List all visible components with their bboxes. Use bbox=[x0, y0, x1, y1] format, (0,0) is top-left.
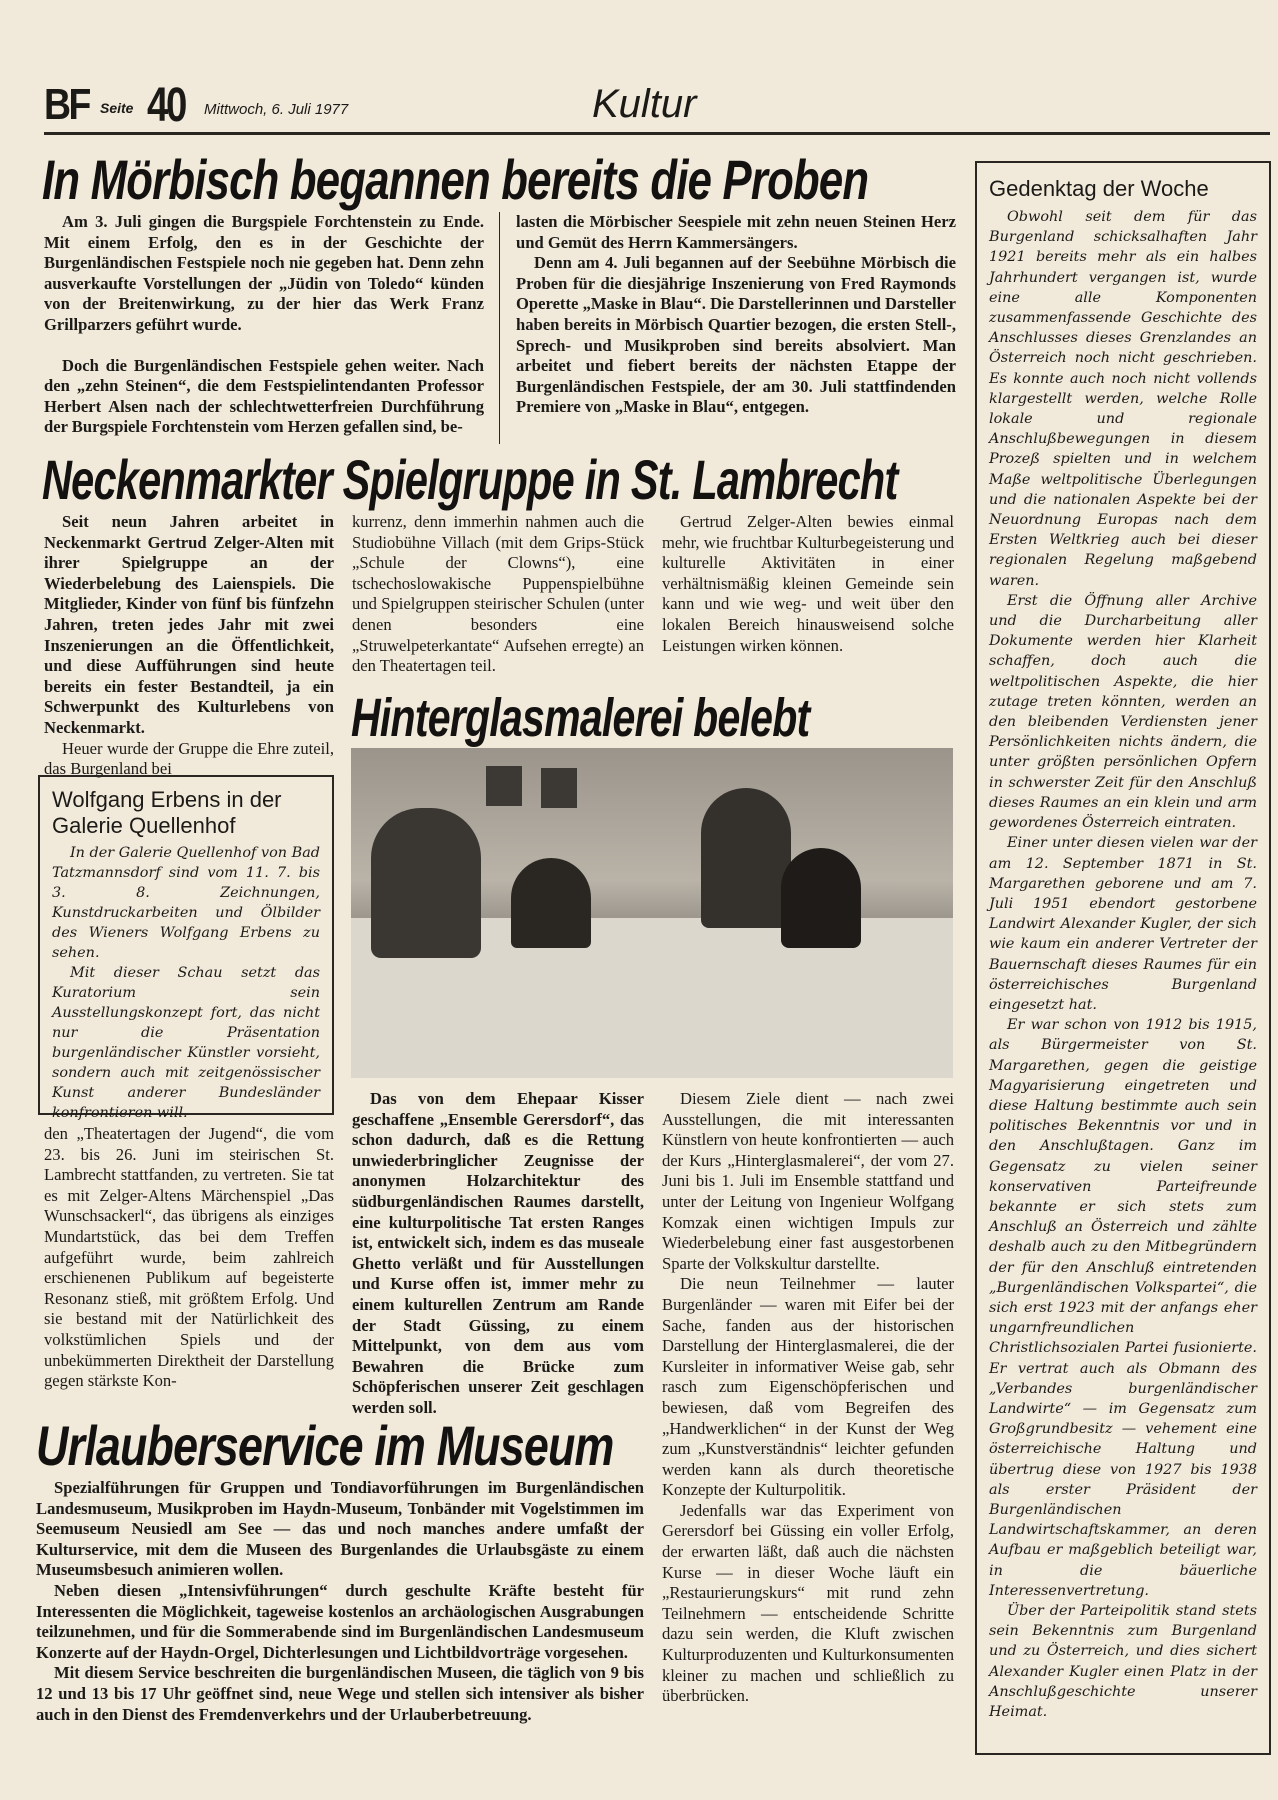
paragraph: Denn am 4. Juli begannen auf der Seebühne Mörbisch die Proben für die diesjährige Inszenierung von Fred Raymonds Operette „Maske in Blau“. Die Darstellerinnen und Darsteller haben bereits in Mörbisch Quartier bezogen, die ersten Stell-, Sprech- und Musikproben sind bereits absolviert. Man arbeitet und fiebert bereits der nächsten Etappe der Burgenländischen Festspiele, der am 30. Juli stattfindenden Premiere von „Maske in Blau“, entgegen. bbox=[516, 253, 956, 417]
article-hinterglas-col2 bbox=[662, 1089, 954, 1707]
paragraph: kurrenz, denn immerhin nahmen auch die Studiobühne Villach (mit dem Grips-Stück „Schule der Clowns“), eine tschechoslowakische Puppenspielbühne und Spielgruppen steirischer Schulen (unter denen besonders eine „Struwelpeterkantate“ Aufsehen erregte) an den Theatertagen teil. bbox=[352, 512, 644, 676]
paper-logo: BF bbox=[44, 80, 89, 129]
paragraph: Das von dem Ehepaar Kisser geschaffene „Ensemble Gerersdorf“, das schon dadurch, daß es die Rettung unwiederbringlicher Zeugnisse der anonymen Holzarchitektur des südburgenländischen Raumes darstellt, eine kulturpolitische Tat ersten Ranges ist, entwickelt sich, indem es das museale Ghetto verläßt und für Ausstellungen und Kurse offen ist, immer mehr zu einem kulturellen Zentrum am Rande der Stadt Güssing, zu einem Mittelpunkt, von dem aus vom Bewahren die Brücke zum Schöpferischen unserer Zeit geschlagen werden soll. bbox=[352, 1089, 644, 1417]
article-moerbisch-col2 bbox=[516, 212, 956, 418]
paragraph: Diesem Ziele dient — nach zwei Ausstellungen, die mit interessanten Künstlern von heute konfrontierten — auch der Kurs „Hinterglasmalerei“, der vom 27. Juni bis 1. Juli im Ensemble stattfand und unter der Leitung von Ingenieur Wolfgang Komzak einen wichtigen Impuls zur Wiederbelebung einer fast ausgestorbenen Sparte der Volkskultur darstellte. bbox=[662, 1089, 954, 1273]
headline-hinterglasmalerei: Hinterglasmalerei belebt bbox=[351, 688, 810, 748]
paragraph: Jedenfalls war das Experiment von Gerersdorf bei Güssing ein voller Erfolg, der erwarten läßt, daß auch die nächsten Kurse — in dieser Woche läuft ein „Restaurierungskurs“ mit rund zehn Teilnehmern — entscheidende Schritte dazu sein werden, die Kluft zwischen Kulturproduzenten und Kulturkonsumenten kleiner zu machen und schließlich zu überbrücken. bbox=[662, 1500, 954, 1706]
paragraph: Mit diesem Service beschreiten die burgenländischen Museen, die täglich von 9 bis 12 und 13 bis 17 Uhr geöffnet sind, neue Wege und stellen sich intensiver als bisher auch in den Dienst des Fremdenverkehrs und der Urlauberbetreuung. bbox=[36, 1663, 644, 1724]
headline-neckenmarkt: Neckenmarkter Spielgruppe in St. Lambrecht bbox=[42, 448, 898, 511]
gedenktag-box bbox=[975, 161, 1271, 1755]
info-box-erbens bbox=[38, 775, 334, 1121]
paragraph: Am 3. Juli gingen die Burgspiele Forchtenstein zu Ende. Mit einem Erfolg, den es in der Geschichte der Burgenländischen Festspiele noch nie gegeben hat. Denn zehn ausverkaufte Vorstellungen der „Jüdin von Toledo“ künden von der Breitenwirkung, zu der hier das Werk Franz Grillparzers geführt wurde. bbox=[44, 212, 484, 334]
paragraph: Gertrud Zelger-Alten bewies einmal mehr, wie fruchtbar Kulturbegeisterung und kulturelle Aktivitäten in einer verhältnismäßig kleinen Gemeinde sein kann und wie weg- und weit über den lokalen Bereich hinausweisend solche Leistungen wirken können. bbox=[662, 512, 954, 655]
paragraph: Spezialführungen für Gruppen und Tondiavorführungen im Burgenländischen Landesmuseum, Musikproben im Haydn-Museum, Tonbänder mit Vogelstimmen im Seemuseum Neusiedl am See — das und noch manches andere umfaßt der Kulturservice, mit dem die Museen des Burgenlandes die Urlaubsgäste zu einem Museumsbesuch animieren wollen. bbox=[36, 1478, 644, 1580]
photo-hinterglas-course bbox=[351, 748, 953, 1078]
paragraph: Doch die Burgenländischen Festspiele gehen weiter. Nach den „zehn Steinen“, die dem Festspielintendanten Professor Herbert Alsen nach der schlechtwetterfreien Durchführung der Burgspiele Forchtenstein vom Herzen gefallen sind, be- bbox=[44, 355, 484, 437]
article-moerbisch-col1 bbox=[44, 212, 484, 438]
paragraph: Erst die Öffnung aller Archive und die Durcharbeitung aller Dokumente werden hier Klarheit schaffen, doch auch die weltpolitischen Aspekte, die hier zutage treten könnten, werden an den bleibenden Verdiensten jener Persönlichkeiten nichts ändern, die unter größten persönlichen Opfern in schwerster Zeit für den Anschluß dieses Raumes an ein klein und arm gewordenes Österreich eintraten. bbox=[989, 592, 1257, 832]
paragraph: lasten die Mörbischer Seespiele mit zehn neuen Steinen Herz und Gemüt des Herrn Kammersängers. bbox=[516, 212, 956, 252]
header-rule bbox=[44, 132, 1270, 135]
article-hinterglas-col1 bbox=[352, 1089, 644, 1419]
seite-label: Seite bbox=[100, 100, 134, 116]
paragraph: Mit dieser Schau setzt das Kuratorium sein Ausstellungskonzept fort, das nicht nur die Präsentation burgenländischer Künstler vorsieht, sondern auch mit zeitgenössischer Kunst anderer Bundesländer konfrontieren will. bbox=[52, 965, 320, 1121]
paragraph: Die neun Teilnehmer — lauter Burgenländer — waren mit Eifer bei der Sache, fanden aus der historischen Darstellung der Hinterglasmalerei, die der Kursleiter in informativer Weise gab, sehr rasch zum Eigenschöpferischen und bewiesen, daß vom Begreifen des „Handwerklichen“ in der Kunst der Weg zum „Kunstverständnis“ leichter gefunden werden kann als durch theoretische Konzepte der Kulturpolitik. bbox=[662, 1274, 954, 1500]
paragraph: In der Galerie Quellenhof von Bad Tatzmannsdorf sind vom 11. 7. bis 3. 8. Zeichnungen, Kunstdruckarbeiten und Ölbilder des Wieners Wolfgang Erbens zu sehen. bbox=[52, 845, 320, 961]
headline-urlauberservice: Urlauberservice im Museum bbox=[36, 1414, 614, 1477]
masthead bbox=[44, 78, 1264, 132]
section-title: Kultur bbox=[592, 82, 697, 126]
article-urlauberservice bbox=[36, 1478, 644, 1725]
box-title: Wolfgang Erbens in der Galerie Quellenhof bbox=[52, 787, 282, 838]
column-rule bbox=[499, 212, 500, 444]
article-neckenmarkt-continued bbox=[44, 1124, 334, 1392]
paragraph: Einer unter diesen vielen war der am 12. September 1871 in St. Margarethen geborene und am 7. Juli 1951 ebendort gestorbene Landwirt Alexander Kugler, der sich wie kaum ein anderer Vertreter der Bauernschaft dieses Raumes für ein österreichisches Burgenland eingesetzt hat. bbox=[989, 835, 1257, 1013]
paragraph: Er war schon von 1912 bis 1915, als Bürgermeister von St. Margarethen, gegen die geistige Magyarisierung eingetreten und diese Haltung bestimmte auch sein politisches Bekenntnis vor und in den Anschlußtagen. Ganz im Gegensatz zu vielen seiner konservativen Parteifreunde bekannte er sich stets zum Anschluß an Österreich und zählte deshalb auch zu den Mitbegründern der für den Anschluß eintretenden „Burgenländischen Volkspartei“, die sich erst 1923 mit der anfangs eher ungarnfreundlichen Christlichsozialen Partei fusionierte. Er vertrat auch als Obmann des „Verbandes burgenländischer Landwirte“ — im Gegensatz zum Großgrundbesitz — vehement eine österreichische Haltung und übertrug diese von 1927 bis 1938 als erster Präsident der Burgenländischen Landwirtschaftskammer, an deren Aufbau er maßgeblich beteiligt war, in die bäuerliche Interessenvertretung. bbox=[989, 1017, 1257, 1599]
paragraph: Über der Parteipolitik stand stets sein Bekenntnis zum Burgenland und zu Österreich, und dies sichert Alexander Kugler einen Platz in der Anschlußgeschichte unserer Heimat. bbox=[989, 1603, 1257, 1721]
paragraph: Heuer wurde der Gruppe die Ehre zuteil, das Burgenland bei bbox=[44, 738, 334, 779]
article-neckenmarkt-col3 bbox=[662, 512, 954, 656]
page-number: 40 bbox=[147, 79, 185, 132]
paragraph: Seit neun Jahren arbeitet in Neckenmarkt Gertrud Zelger-Alten mit ihrer Spielgruppe an der Wiederbelebung des Laienspiels. Die Mitglieder, Kinder von fünf bis fünfzehn Jahren, treten jedes Jahr mit zwei Inszenierungen an die Öffentlichkeit, und diese Aufführungen sind heute bereits ein fester Bestandteil, ja ein Schwerpunkt des Kulturlebens von Neckenmarkt. bbox=[44, 512, 334, 737]
article-neckenmarkt-col2 bbox=[352, 512, 644, 677]
paragraph: Neben diesen „Intensivführungen“ durch geschulte Kräfte besteht für Interessenten die Möglichkeit, tageweise kostenlos an archäologischen Ausgrabungen teilzunehmen, und für die Sommerabende sind im Burgenländischen Landesmuseum Konzerte auf der Haydn-Orgel, Dichterlesungen und Lichtbildvorträge vorgesehen. bbox=[36, 1580, 644, 1662]
paragraph: den „Theatertagen der Jugend“, die vom 23. bis 26. Juni im steirischen St. Lambrecht stattfanden, zu vertreten. Sie tat es mit Zelger-Altens Märchenspiel „Das Wunschsackerl“, das übrigens als einziges Mundartstück, das bei dem Treffen aufgeführt wurde, beim zahlreich erschienenen Publikum auf begeisterte Resonanz stieß, mit größtem Erfolg. Und sie bestand mit der Natürlichkeit des volkstümlichen Spiels und der unbekümmerten Direktheit der Darstellung gegen stärkste Kon- bbox=[44, 1124, 334, 1391]
issue-date: Mittwoch, 6. Juli 1977 bbox=[204, 101, 349, 118]
box-title: Gedenktag der Woche bbox=[989, 176, 1209, 201]
paragraph: Obwohl seit dem für das Burgenland schicksalhaften Jahr 1921 bereits mehr als ein halbes Jahrhundert vergangen ist, wurde eine alle Komponenten zusammenfassende Geschichte des Anschlusses dieses Grenzlandes an Österreich noch nicht geschrieben. Es konnte auch noch nicht vollends klargestellt werden, welche Rolle lokale und regionale Anschlußbewegungen in diesem Prozeß spielten und in welchem Maße weltpolitische Überlegungen und die nationalen Aspekte bei der Neuordnung Europas nach dem Ersten Weltkrieg auch bei dieser regionalen Regelung maßgebend waren. bbox=[989, 209, 1257, 589]
article-neckenmarkt-col1 bbox=[44, 512, 334, 780]
box-body bbox=[52, 843, 320, 1123]
headline-moerbisch: In Mörbisch begannen bereits die Proben bbox=[42, 148, 869, 211]
box-body bbox=[989, 207, 1257, 1722]
